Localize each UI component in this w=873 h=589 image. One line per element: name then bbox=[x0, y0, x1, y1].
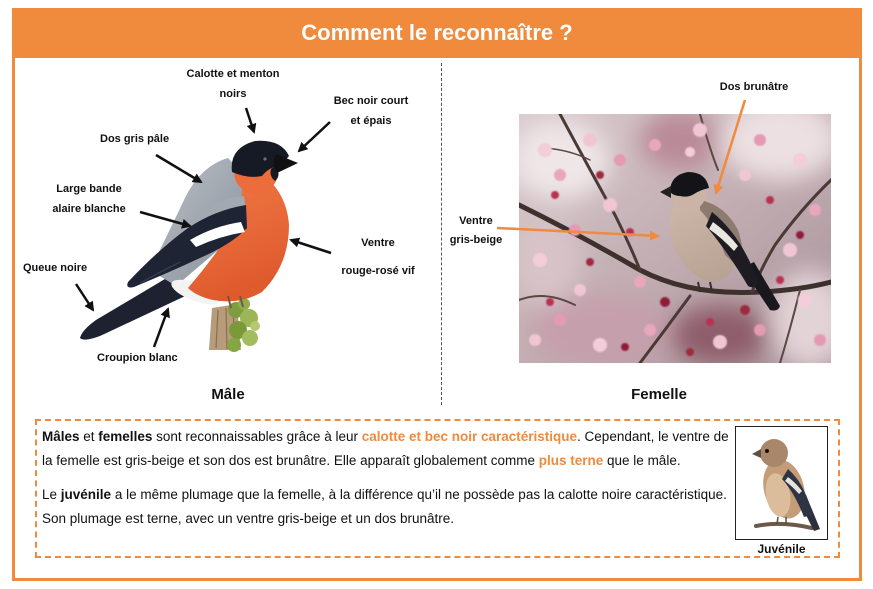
label-tail: Queue noire bbox=[23, 262, 88, 274]
label-belly-female-line-2: gris-beige bbox=[449, 234, 503, 246]
description-text bbox=[42, 425, 732, 531]
juvenile-bird-head bbox=[760, 439, 788, 467]
page-title: Comment le reconnaître ? bbox=[301, 20, 573, 45]
arrow-back bbox=[156, 155, 201, 182]
caption-female: Femelle bbox=[631, 386, 687, 403]
text-segment: . Cependant, le ventre de la femelle est gris-beige et son dos est brunâtre. Elle apparaît globalement comme bbox=[42, 429, 729, 468]
text-segment: Le bbox=[42, 487, 61, 502]
keyword-males: Mâles bbox=[42, 429, 80, 444]
label-belly-female-line-1: Ventre bbox=[459, 215, 493, 227]
male-bird-head bbox=[232, 141, 298, 194]
label-belly-male-line-1: Ventre bbox=[361, 237, 395, 249]
text-segment: sont reconnaissables grâce à leur bbox=[152, 429, 362, 444]
label-wing-bar bbox=[38, 179, 140, 219]
label-belly-male bbox=[322, 229, 434, 285]
text-segment: et bbox=[79, 429, 99, 444]
keyword-juvenile: juvénile bbox=[60, 487, 112, 502]
text-segment: que le mâle. bbox=[603, 453, 681, 468]
highlight-duller: plus terne bbox=[538, 453, 604, 468]
header-bar bbox=[12, 8, 862, 58]
description-paragraph-juvenile bbox=[42, 483, 732, 531]
description-paragraph-adults bbox=[42, 425, 732, 473]
label-wing-bar-line-1: Large bande bbox=[56, 183, 122, 195]
label-back-female: Dos brunâtre bbox=[719, 81, 789, 93]
caption-male: Mâle bbox=[211, 386, 245, 403]
label-belly-male-line-2: rouge-rosé vif bbox=[341, 265, 415, 277]
label-cap-chin bbox=[173, 64, 293, 104]
juvenile-image-frame bbox=[735, 426, 828, 540]
label-beak-line-1: Bec noir court bbox=[333, 95, 409, 107]
keyword-females: femelles bbox=[98, 429, 153, 444]
label-cap-chin-line-2: noirs bbox=[219, 88, 247, 100]
label-wing-bar-line-2: alaire blanche bbox=[52, 203, 126, 215]
label-cap-chin-line-1: Calotte et menton bbox=[186, 68, 280, 80]
arrow-tail bbox=[76, 284, 93, 310]
arrow-cap-chin bbox=[246, 108, 254, 132]
highlight-cap-beak: calotte et bec noir caractéristique bbox=[361, 429, 578, 444]
label-beak-line-2: et épais bbox=[350, 115, 392, 127]
label-back-male: Dos gris pâle bbox=[100, 133, 170, 145]
juvenile-bird-eye bbox=[765, 449, 769, 453]
text-segment: a le même plumage que la femelle, à la différence qu’il ne possède pas la calotte noire caractéristique. Son plumage est terne, avec un ventre gris-beige et un dos brunâtre. bbox=[42, 487, 727, 526]
caption-juvenile: Juvénile bbox=[757, 542, 806, 556]
label-rump: Croupion blanc bbox=[97, 352, 178, 364]
label-belly-female bbox=[438, 212, 514, 250]
photo-content bbox=[510, 100, 850, 370]
juvenile-bullfinch-image bbox=[736, 427, 826, 538]
arrow-rump bbox=[154, 309, 168, 347]
label-beak bbox=[315, 91, 427, 131]
